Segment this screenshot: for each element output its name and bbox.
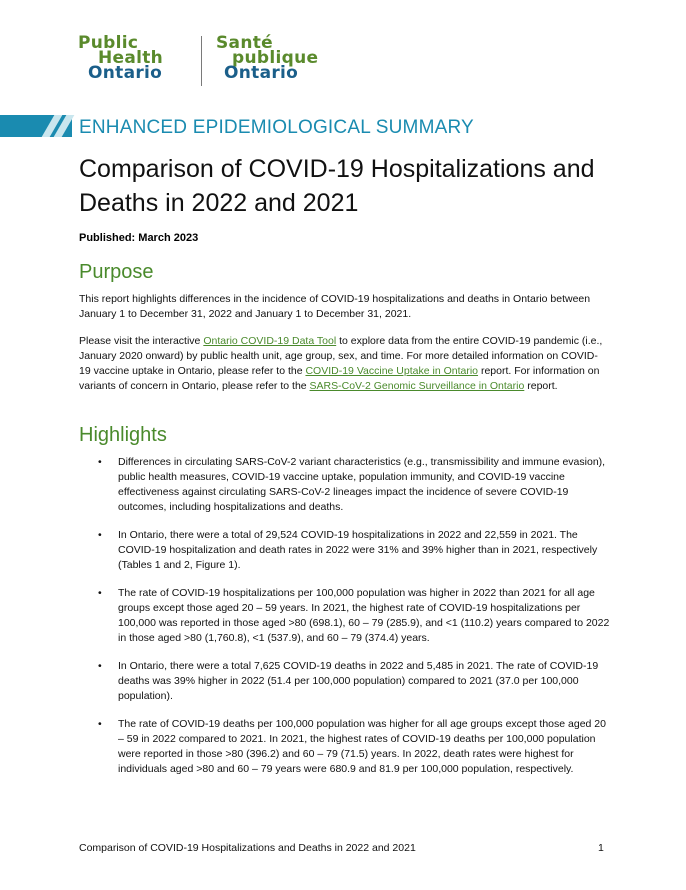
purpose-text: report. For information on variants of concern in Ontario, please refer to the — [79, 365, 600, 392]
purpose-paragraph-1: This report highlights differences in the incidence of COVID-19 hospitalizations and deaths in Ontario between January 1 to December 31, 2022 and January 1 to December 31, 2021. — [79, 293, 591, 320]
footer-title: Comparison of COVID-19 Hospitalizations and Deaths in 2022 and 2021 — [79, 842, 416, 854]
highlight-text: The rate of COVID-19 hospitalizations per 100,000 population was higher in 2022 than 2021 for all age groups except those aged 20 – 59 years. In 2021, the highest rate of COVID-19 hospitalizations per 100,000 was reported in those aged >80 (698.1), 60 – 79 (285.9), and <1 (110.2) years compared to 2022 in those aged >80 (1,760.8), <1 (537.9), and 60 – 79 (374.4) years. — [118, 587, 610, 644]
highlight-text: In Ontario, there were a total 7,625 COVID-19 deaths in 2022 and 5,485 in 2021. The rate of COVID-19 deaths was 39% higher in 2022 (51.4 per 100,000 population) compared to 2021 (37.0 per 100,000 population). — [118, 660, 599, 702]
highlight-text: The rate of COVID-19 deaths per 100,000 population was higher for all age groups except those aged 20 – 59 in 2022 compared to 2021. In 2021, the highest rates of COVID-19 deaths per 100,000 population were reported in those >80 (396.2) and 60 – 79 (71.5) years. In 2022, death rates were highest for individuals aged >80 and 60 – 79 years were 680.9 and 81.9 per 100,000 population, respectively. — [118, 718, 606, 775]
purpose-text: report. — [524, 380, 558, 392]
vaccine-uptake-link[interactable]: COVID-19 Vaccine Uptake in Ontario — [305, 365, 479, 377]
genomic-surveillance-link[interactable]: SARS-CoV-2 Genomic Surveillance in Ontario — [309, 380, 525, 392]
logo-en-line2: Health — [98, 48, 164, 68]
list-item — [79, 528, 614, 573]
logo-divider — [201, 36, 202, 86]
logo-fr-line1: Santé — [216, 33, 273, 53]
page-number: 1 — [598, 842, 604, 854]
logo-fr-line3: Ontario — [224, 63, 299, 83]
logo-fr-line2: publique — [232, 48, 319, 68]
bullet: • — [98, 529, 102, 541]
list-item — [79, 659, 614, 704]
bullet: • — [98, 587, 102, 599]
logo-french — [216, 33, 319, 83]
logo-en-line3: Ontario — [88, 63, 163, 83]
data-tool-link[interactable]: Ontario COVID-19 Data Tool — [203, 335, 337, 347]
purpose-text: Please visit the interactive — [79, 335, 204, 347]
purpose-text: to explore data from the entire COVID-19 pandemic (i.e., January 2020 onward) by public health unit, age group, sex, and time. For more detailed information on COVID-19 vaccine uptake in Ontario, please refer to the — [79, 335, 603, 377]
published-date: Published: March 2023 — [79, 232, 199, 244]
document-type: ENHANCED EPIDEMIOLOGICAL SUMMARY — [79, 117, 474, 138]
list-item — [79, 586, 614, 646]
logo-english — [78, 33, 164, 83]
bullet: • — [98, 718, 102, 730]
highlight-text: In Ontario, there were a total of 29,524 COVID-19 hospitalizations in 2022 and 22,559 in 2021. The COVID-19 hospitalization and death rates in 2022 were 31% and 39% higher than in 2021, respectively (Tables 1 and 2, Figure 1). — [118, 529, 598, 571]
purpose-heading: Purpose — [79, 261, 154, 283]
highlights-list — [79, 455, 614, 790]
bullet: • — [98, 660, 102, 672]
highlights-heading: Highlights — [79, 424, 167, 446]
logo-en-line1: Public — [78, 33, 139, 53]
highlight-text: Differences in circulating SARS-CoV-2 variant characteristics (e.g., transmissibility and immune evasion), public health measures, COVID-19 vaccine uptake, population immunity, and COVID-19 vaccine effectiveness against circulating SARS-CoV-2 lineages impact the incidence of severe COVID-19 outcomes, including hospitalizations and deaths. — [118, 456, 606, 513]
purpose-paragraph-2 — [79, 334, 609, 394]
bullet: • — [98, 456, 102, 468]
list-item — [79, 455, 614, 515]
page-title: Comparison of COVID-19 Hospitalizations and Deaths in 2022 and 2021 — [79, 155, 595, 217]
list-item — [79, 717, 614, 777]
